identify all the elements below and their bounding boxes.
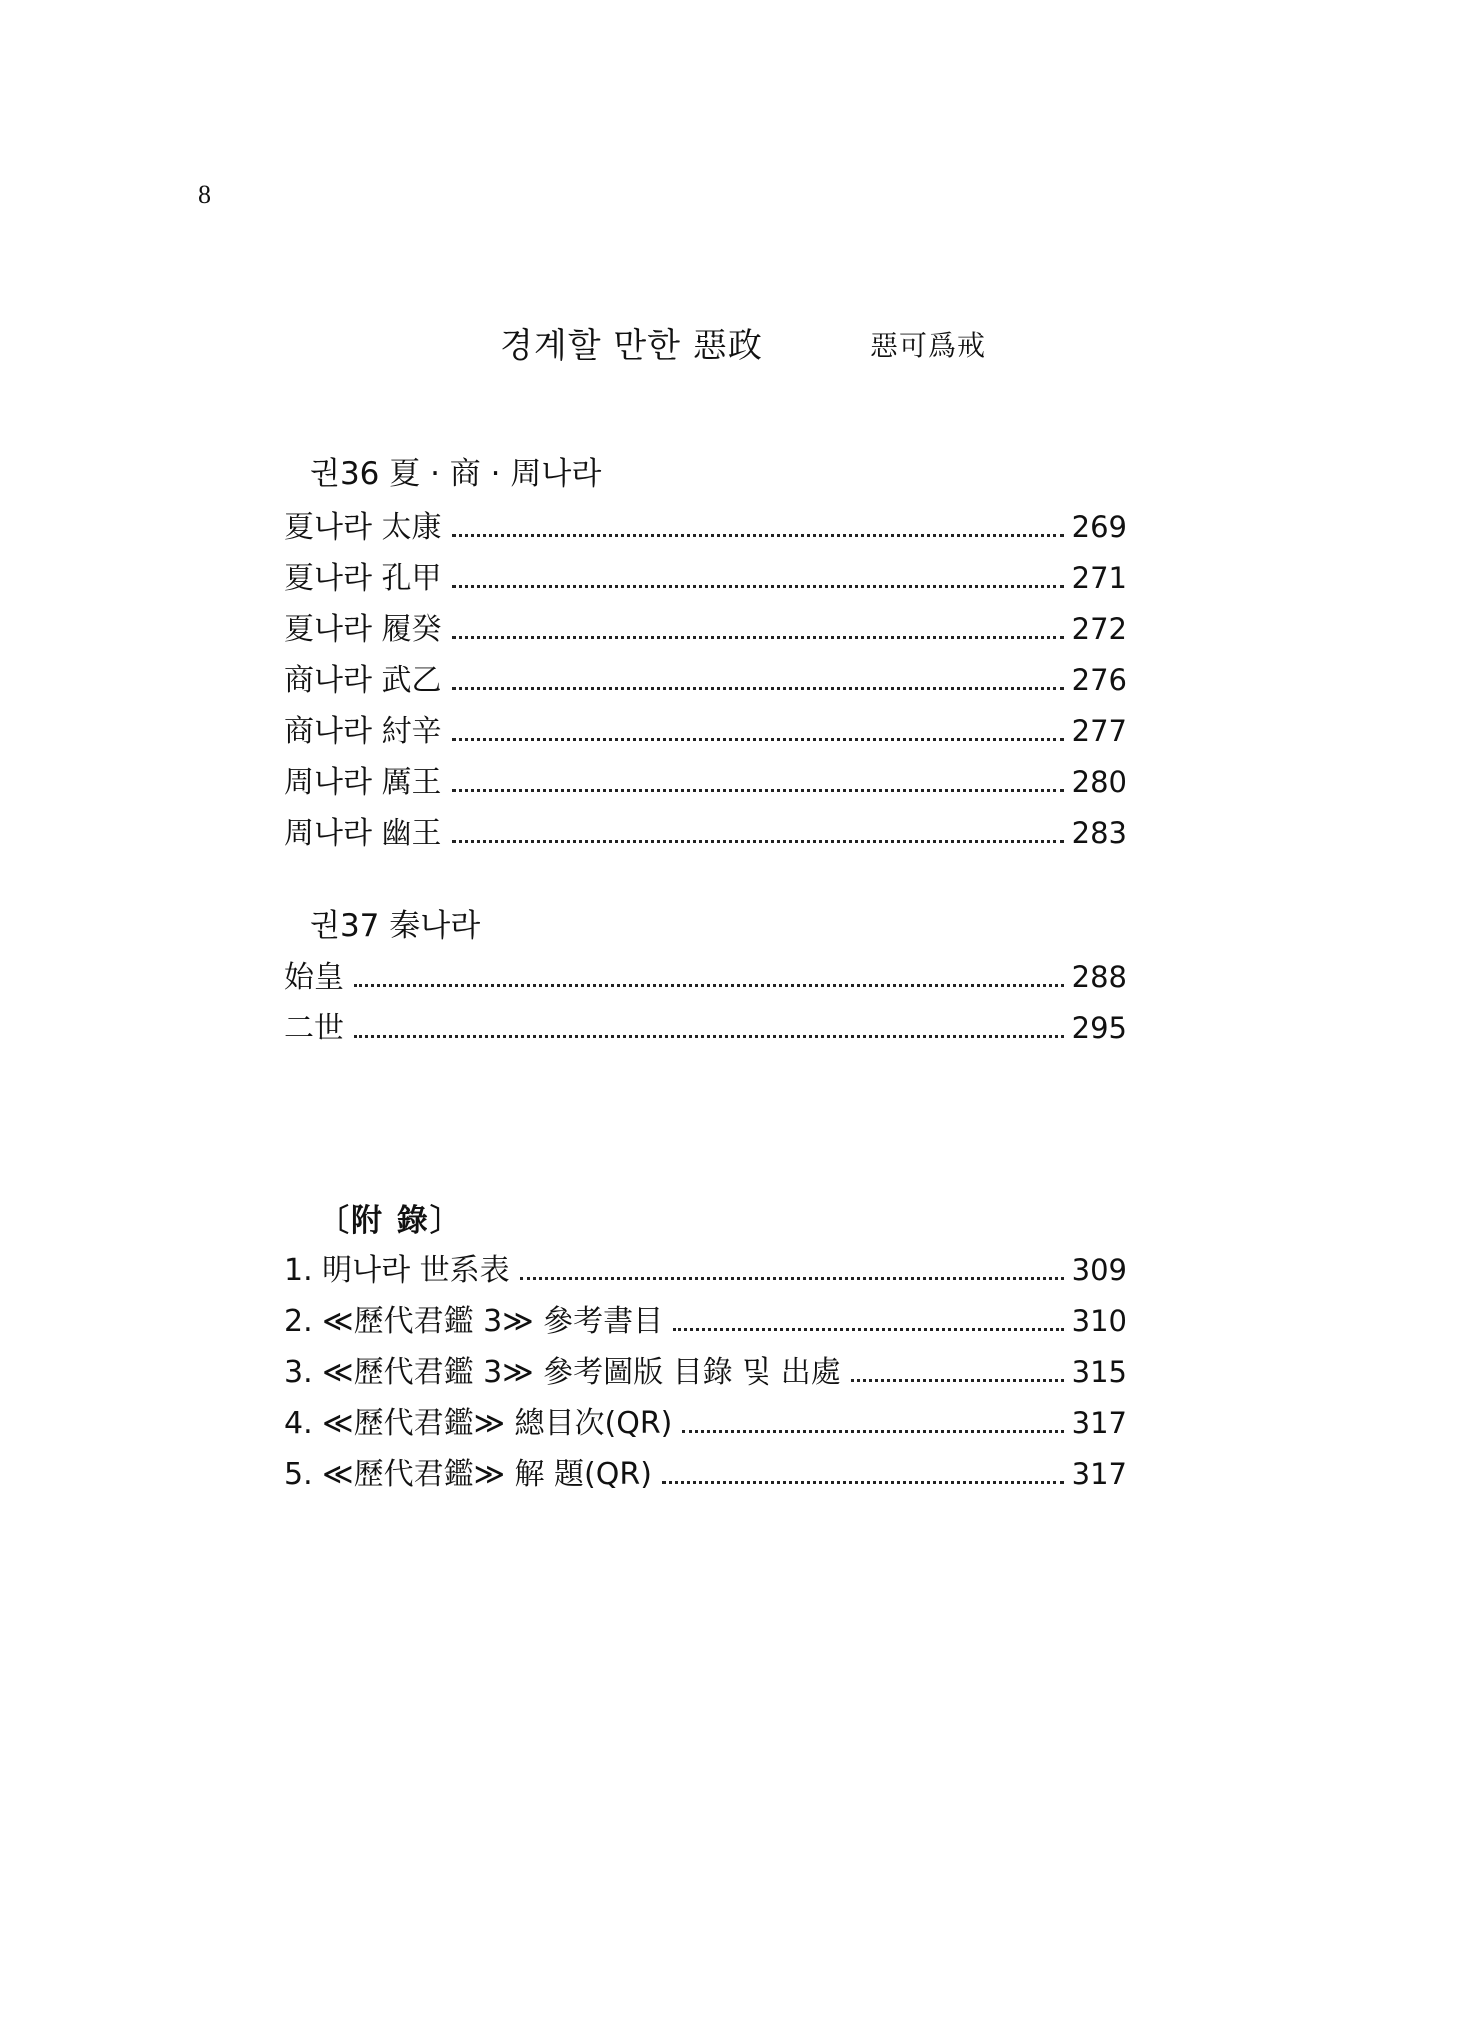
toc-entry[interactable] — [284, 706, 1127, 757]
dot-leader — [452, 789, 1064, 792]
toc-entry[interactable] — [284, 502, 1127, 553]
toc-entry-page: 317 — [1071, 1406, 1127, 1440]
page-title-row — [0, 318, 1480, 368]
toc-entry-page: 277 — [1071, 714, 1127, 748]
toc-entry-page: 271 — [1071, 561, 1127, 595]
toc-entry-page: 272 — [1071, 612, 1127, 646]
toc-entry-label: 夏나라 履癸 — [284, 612, 442, 647]
toc-entry[interactable] — [284, 1398, 1127, 1449]
dot-leader — [520, 1277, 1064, 1280]
page-title: 경계할 만한 惡政 — [500, 326, 763, 366]
toc-entry-label: 1. 明나라 世系表 — [284, 1253, 510, 1288]
dot-leader — [452, 534, 1064, 537]
section-heading-36: 권36 夏 · 商 · 周나라 — [310, 456, 602, 492]
dot-leader — [452, 840, 1064, 843]
section-heading-37: 권37 秦나라 — [310, 908, 481, 944]
toc-entry-label: 周나라 幽王 — [284, 816, 442, 851]
toc-entry[interactable] — [284, 1003, 1127, 1054]
page-number: 8 — [198, 180, 211, 209]
toc-entry-page: 310 — [1071, 1304, 1127, 1338]
toc-entry[interactable] — [284, 655, 1127, 706]
dot-leader — [682, 1430, 1063, 1433]
toc-entry-label: 夏나라 太康 — [284, 510, 442, 545]
toc-entry[interactable] — [284, 1347, 1127, 1398]
toc-entry-label: 商나라 武乙 — [284, 663, 442, 698]
toc-entry-page: 269 — [1071, 510, 1127, 544]
toc-entry-page: 295 — [1071, 1011, 1127, 1045]
toc-entry-page: 288 — [1071, 960, 1127, 994]
toc-entry-page: 276 — [1071, 663, 1127, 697]
toc-entry[interactable] — [284, 553, 1127, 604]
toc-section-36 — [284, 502, 1127, 859]
toc-appendix — [284, 1245, 1127, 1500]
toc-entry-page: 317 — [1071, 1457, 1127, 1491]
toc-entry-label: 3. ≪歷代君鑑 3≫ 參考圖版 目錄 및 出處 — [284, 1355, 841, 1390]
dot-leader — [452, 738, 1064, 741]
toc-entry-page: 309 — [1071, 1253, 1127, 1287]
dot-leader — [851, 1379, 1064, 1382]
dot-leader — [662, 1481, 1064, 1484]
toc-entry[interactable] — [284, 1245, 1127, 1296]
dot-leader — [673, 1328, 1064, 1331]
page-subtitle: 惡可爲戒 — [870, 329, 987, 362]
toc-entry-label: 周나라 厲王 — [284, 765, 442, 800]
toc-entry-label: 5. ≪歷代君鑑≫ 解 題(QR) — [284, 1457, 652, 1492]
dot-leader — [354, 984, 1064, 987]
toc-section-37 — [284, 952, 1127, 1054]
toc-entry[interactable] — [284, 757, 1127, 808]
toc-entry[interactable] — [284, 952, 1127, 1003]
toc-entry-label: 2. ≪歷代君鑑 3≫ 參考書目 — [284, 1304, 664, 1339]
toc-entry-label: 夏나라 孔甲 — [284, 561, 442, 596]
toc-entry[interactable] — [284, 1296, 1127, 1347]
toc-entry-label: 始皇 — [284, 960, 344, 995]
appendix-heading: 〔附 錄〕 — [318, 1203, 463, 1239]
dot-leader — [452, 585, 1064, 588]
toc-entry-page: 280 — [1071, 765, 1127, 799]
toc-entry-label: 商나라 紂辛 — [284, 714, 442, 749]
dot-leader — [354, 1035, 1064, 1038]
toc-entry[interactable] — [284, 808, 1127, 859]
dot-leader — [452, 687, 1064, 690]
dot-leader — [452, 636, 1064, 639]
toc-entry-label: 二世 — [284, 1011, 344, 1046]
toc-entry-label: 4. ≪歷代君鑑≫ 總目次(QR) — [284, 1406, 673, 1441]
toc-entry[interactable] — [284, 604, 1127, 655]
toc-entry-page: 283 — [1071, 816, 1127, 850]
toc-entry-page: 315 — [1071, 1355, 1127, 1389]
toc-entry[interactable] — [284, 1449, 1127, 1500]
